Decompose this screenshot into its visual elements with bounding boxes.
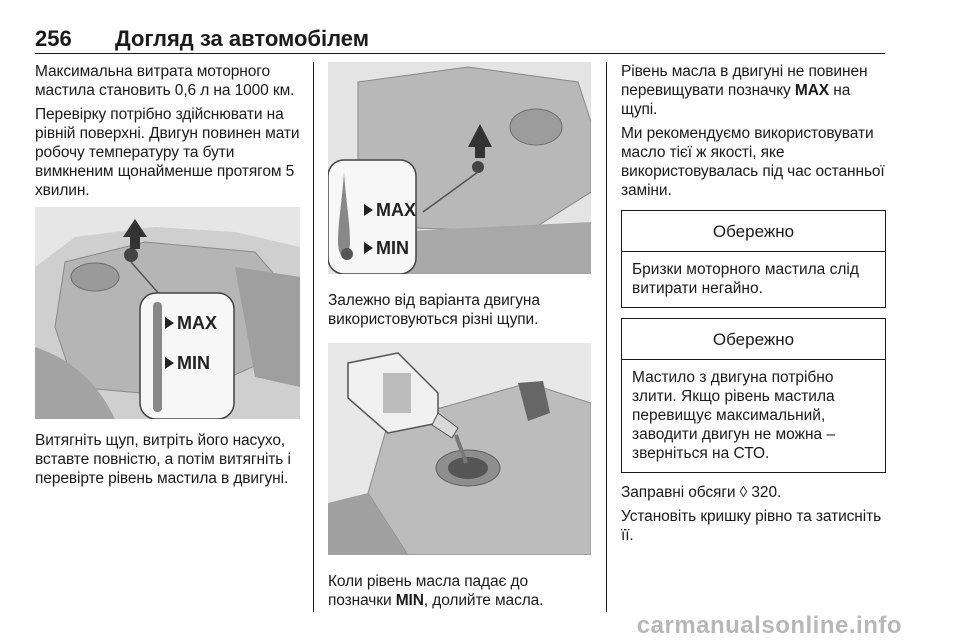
max-mark: MAX — [794, 82, 830, 99]
min-mark: MIN — [395, 592, 424, 609]
paragraph — [621, 62, 886, 119]
caution-title: Обережно — [622, 319, 885, 360]
column-middle — [328, 62, 591, 615]
column-divider — [313, 62, 314, 612]
caution-box — [621, 210, 886, 308]
chapter-title: Догляд за автомобілем — [115, 26, 370, 51]
paragraph — [328, 572, 591, 610]
caution-title: Обережно — [622, 211, 885, 252]
paragraph-text: , долийте масла. — [423, 592, 544, 609]
engine-image — [35, 207, 300, 419]
watermark: carmanualsonline.info — [636, 612, 902, 639]
paragraph: Витягніть щуп, витріть його насухо, вставте повністю, а потім витягніть і перевірте рівень мастила в двигуні. — [35, 432, 291, 487]
column-right — [621, 62, 886, 550]
page-header — [35, 26, 885, 54]
dipstick-illustration-1 — [35, 207, 300, 419]
dipstick-illustration-2 — [328, 62, 591, 274]
caution-text: Мастило з двигуна потрібно злити. Якщо рівень мастила перевищує максимальний, заводити двигун не можна – зверніться на СТО. — [632, 369, 836, 462]
min-label: MIN — [376, 238, 409, 258]
paragraph-text: на щупі. — [621, 82, 851, 118]
caution-text: Бризки моторного мастила слід витирати негайно. — [632, 261, 859, 297]
oil-bottle-image — [328, 343, 591, 555]
paragraph-text: Рівень масла в двигуні не повинен перевищувати позначку — [621, 63, 868, 99]
oil-filling-illustration — [328, 343, 591, 555]
paragraph: Залежно від варіанта двигуна використовуються різні щупи. — [328, 292, 540, 328]
paragraph: Перевірку потрібно здійснювати на рівній поверхні. Двигун повинен мати робочу температуру та бути вимкненим щонайменше протягом 5 хвилин. — [35, 106, 300, 199]
paragraph: Установіть кришку рівно та затисніть її. — [621, 508, 882, 544]
paragraph-text: Коли рівень масла падає до позначки — [328, 573, 528, 609]
column-left — [35, 62, 300, 493]
paragraph: Ми рекомендуємо використовувати масло тієї ж якості, яке використовувалась під час останньої заміни. — [621, 125, 885, 199]
paragraph: Максимальна витрата моторного мастила становить 0,6 л на 1000 км. — [35, 63, 295, 99]
max-label: MAX — [376, 200, 416, 220]
caution-box — [621, 318, 886, 473]
paragraph: Заправні обсяги ◊ 320. — [621, 484, 782, 501]
engine-image — [328, 62, 591, 274]
max-label: MAX — [177, 313, 217, 333]
min-label: MIN — [177, 353, 210, 373]
column-divider — [606, 62, 607, 612]
page-number: 256 — [35, 26, 72, 51]
